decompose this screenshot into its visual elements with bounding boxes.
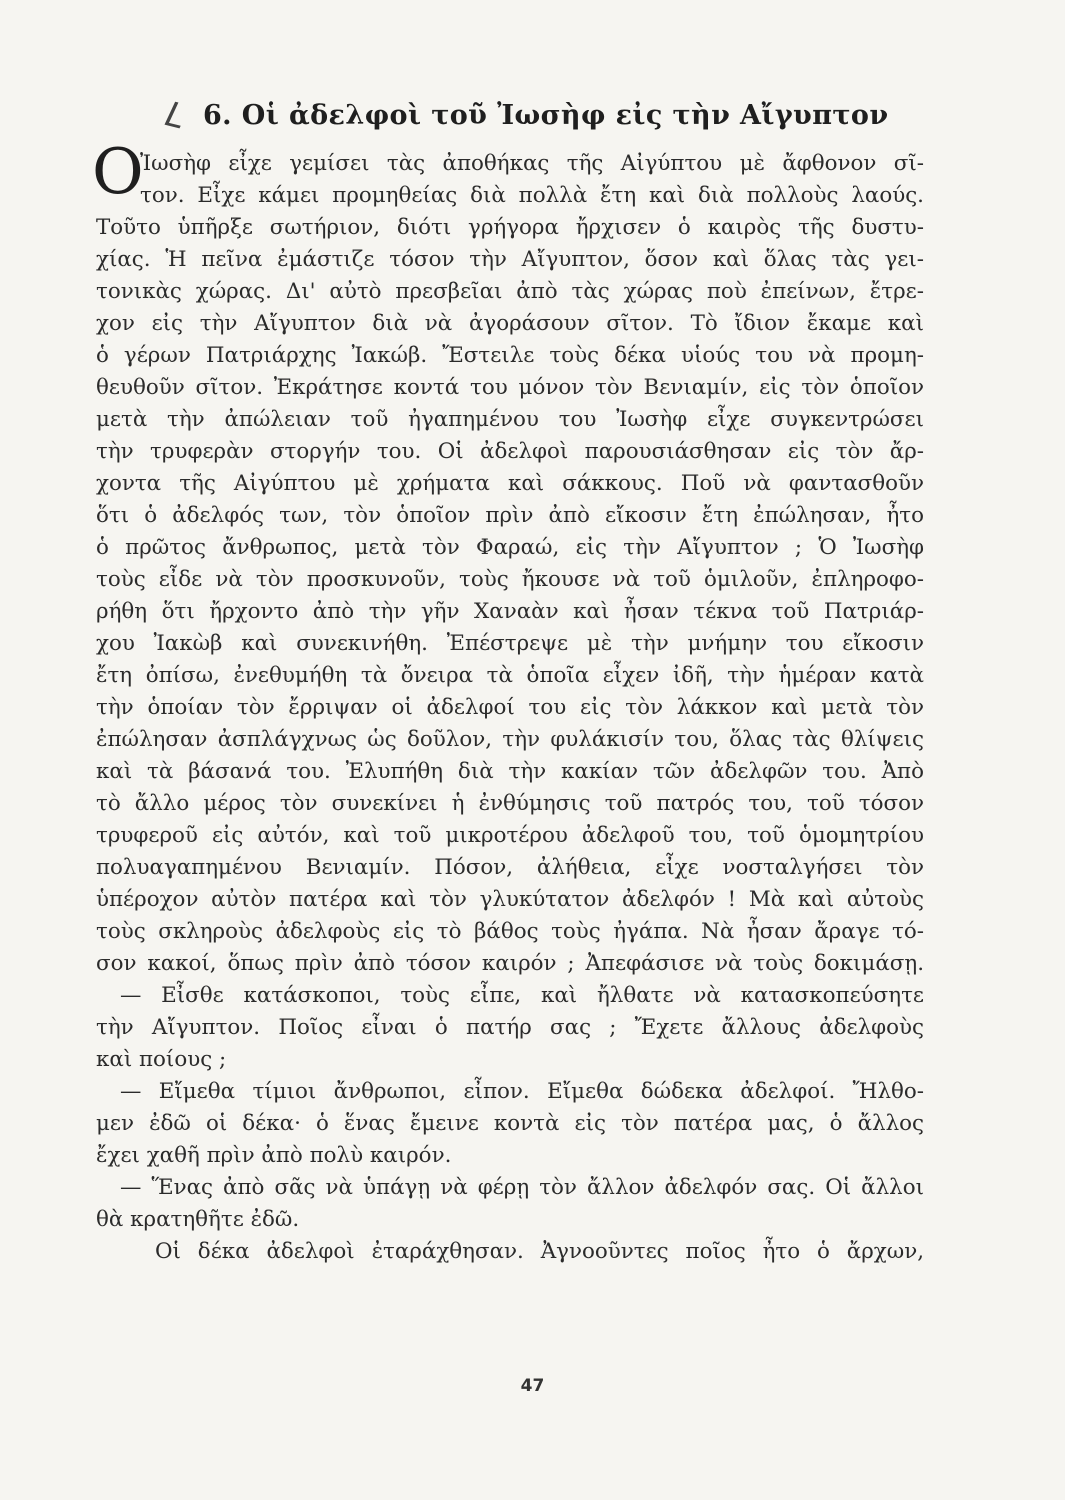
margin-pencil-mark: L — [161, 94, 190, 138]
text-line: τὴν Αἴγυπτον. Ποῖος εἶναι ὁ πατήρ σας ; Ἔχετε ἄλλους ἀδελφοὺς — [96, 1015, 924, 1040]
text-line: Οἱ δέκα ἀδελφοὶ ἐταράχθησαν. Ἀγνοοῦντες ποῖος ἦτο ὁ ἄρχων, — [155, 1239, 924, 1264]
text-line: χον εἰς τὴν Αἴγυπτον διὰ νὰ ἀγοράσουν σῖτον. Τὸ ἴδιον ἔκαμε καὶ — [96, 311, 924, 336]
text-line: καὶ ποίους ; — [96, 1047, 227, 1072]
text-line: τοὺς εἶδε νὰ τὸν προσκυνοῦν, τοὺς ἤκουσε νὰ τοῦ ὁμιλοῦν, ἐπληροφο- — [96, 567, 924, 592]
text-line: τρυφεροῦ εἰς αὐτόν, καὶ τοῦ μικροτέρου ἀδελφοῦ του, τοῦ ὁμομητρίου — [96, 823, 924, 848]
text-line: θὰ κρατηθῆτε ἐδῶ. — [96, 1207, 300, 1232]
text-line: — Ἕνας ἀπὸ σᾶς νὰ ὑπάγῃ νὰ φέρῃ τὸν ἄλλον ἀδελφόν σας. Οἱ ἄλλοι — [120, 1175, 924, 1200]
text-line: μετὰ τὴν ἀπώλειαν τοῦ ἠγαπημένου του Ἰωσὴφ εἶχε συγκεντρώσει — [96, 407, 924, 432]
text-line: τὴν ὁποίαν τὸν ἔρριψαν οἱ ἀδελφοί του εἰς τὸν λάκκον καὶ μετὰ τὸν — [96, 695, 924, 720]
text-line: πολυαγαπημένου Βενιαμίν. Πόσον, ἀλήθεια, εἶχε νοσταλγήσει τὸν — [96, 855, 924, 880]
text-line: μεν ἐδῶ οἱ δέκα· ὁ ἕνας ἔμεινε κοντὰ εἰς τὸν πατέρα μας, ὁ ἄλλος — [96, 1111, 924, 1136]
text-line: — Εἶσθε κατάσκοποι, τοὺς εἶπε, καὶ ἤλθατε νὰ κατασκοπεύσητε — [120, 983, 924, 1008]
text-line: τὸ ἄλλο μέρος τὸν συνεκίνει ἡ ἐνθύμησις τοῦ πατρός του, τοῦ τόσον — [96, 791, 924, 816]
text-line: χίας. Ἡ πεῖνα ἐμάστιζε τόσον τὴν Αἴγυπτον, ὅσον καὶ ὅλας τὰς γει- — [96, 247, 924, 272]
text-line: ἔτη ὀπίσω, ἐνεθυμήθη τὰ ὄνειρα τὰ ὁποῖα εἶχεν ἰδῆ, τὴν ἡμέραν κατὰ — [96, 663, 924, 688]
text-line: τον. Εἶχε κάμει προμηθείας διὰ πολλὰ ἔτη καὶ διὰ πολλοὺς λαούς. — [140, 183, 924, 208]
text-line: ἔχει χαθῆ πρὶν ἀπὸ πολὺ καιρόν. — [96, 1143, 452, 1168]
text-line: Τοῦτο ὑπῆρξε σωτήριον, διότι γρήγορα ἤρχισεν ὁ καιρὸς τῆς δυστυ- — [96, 215, 924, 240]
chapter-title: 6. Οἱ ἀδελφοὶ τοῦ Ἰωσὴφ εἰς τὴν Αἴγυπτον — [203, 100, 889, 131]
text-line: ἐπώλησαν ἀσπλάγχνως ὡς δοῦλον, τὴν φυλάκισίν του, ὅλας τὰς θλίψεις — [96, 727, 924, 752]
text-line: σον κακοί, ὅπως πρὶν ἀπὸ τόσον καιρόν ; Ἀπεφάσισε νὰ τοὺς δοκιμάσῃ. — [96, 951, 924, 976]
text-line: τὴν τρυφερὰν στοργήν του. Οἱ ἀδελφοὶ παρουσιάσθησαν εἰς τὸν ἄρ- — [96, 439, 924, 464]
text-line: καὶ τὰ βάσανά του. Ἐλυπήθη διὰ τὴν κακίαν τῶν ἀδελφῶν του. Ἀπὸ — [96, 759, 924, 784]
text-line: — Εἴμεθα τίμιοι ἄνθρωποι, εἶπον. Εἴμεθα δώδεκα ἀδελφοί. Ἤλθο- — [120, 1079, 924, 1104]
text-line: Ἰωσὴφ εἶχε γεμίσει τὰς ἀποθήκας τῆς Αἰγύπτου μὲ ἄφθονον σῖ- — [140, 151, 924, 176]
text-line: θευθοῦν σῖτον. Ἐκράτησε κοντά του μόνον τὸν Βενιαμίν, εἰς τὸν ὁποῖον — [96, 375, 924, 400]
text-line: ὁ γέρων Πατριάρχης Ἰακώβ. Ἔστειλε τοὺς δέκα υἱούς του νὰ προμη- — [96, 343, 924, 368]
text-line: χοντα τῆς Αἰγύπτου μὲ χρήματα καὶ σάκκους. Ποῦ νὰ φαντασθοῦν — [96, 471, 924, 496]
text-line: ὁ πρῶτος ἄνθρωπος, μετὰ τὸν Φαραώ, εἰς τὴν Αἴγυπτον ; Ὁ Ἰωσὴφ — [96, 535, 924, 560]
text-line: τονικὰς χώρας. Δι' αὐτὸ πρεσβεῖαι ἀπὸ τὰς χώρας ποὺ ἐπείνων, ἔτρε- — [96, 279, 924, 304]
page-number: 47 — [520, 1376, 545, 1396]
drop-cap-letter: O — [92, 135, 144, 208]
text-line: ὅτι ὁ ἀδελφός των, τὸν ὁποῖον πρὶν ἀπὸ εἴκοσιν ἔτη ἐπώλησαν, ἦτο — [96, 503, 924, 528]
text-line: τοὺς σκληροὺς ἀδελφοὺς εἰς τὸ βάθος τοὺς ἠγάπα. Νὰ ἦσαν ἄραγε τό- — [96, 919, 924, 944]
text-line: χου Ἰακὼβ καὶ συνεκινήθη. Ἐπέστρεψε μὲ τὴν μνήμην του εἴκοσιν — [96, 631, 924, 656]
text-line: ρήθη ὅτι ἤρχοντο ἀπὸ τὴν γῆν Χαναὰν καὶ ἦσαν τέκνα τοῦ Πατριάρ- — [96, 599, 924, 624]
text-line: ὑπέροχον αὐτὸν πατέρα καὶ τὸν γλυκύτατον ἀδελφόν ! Μὰ καὶ αὐτοὺς — [96, 887, 924, 912]
